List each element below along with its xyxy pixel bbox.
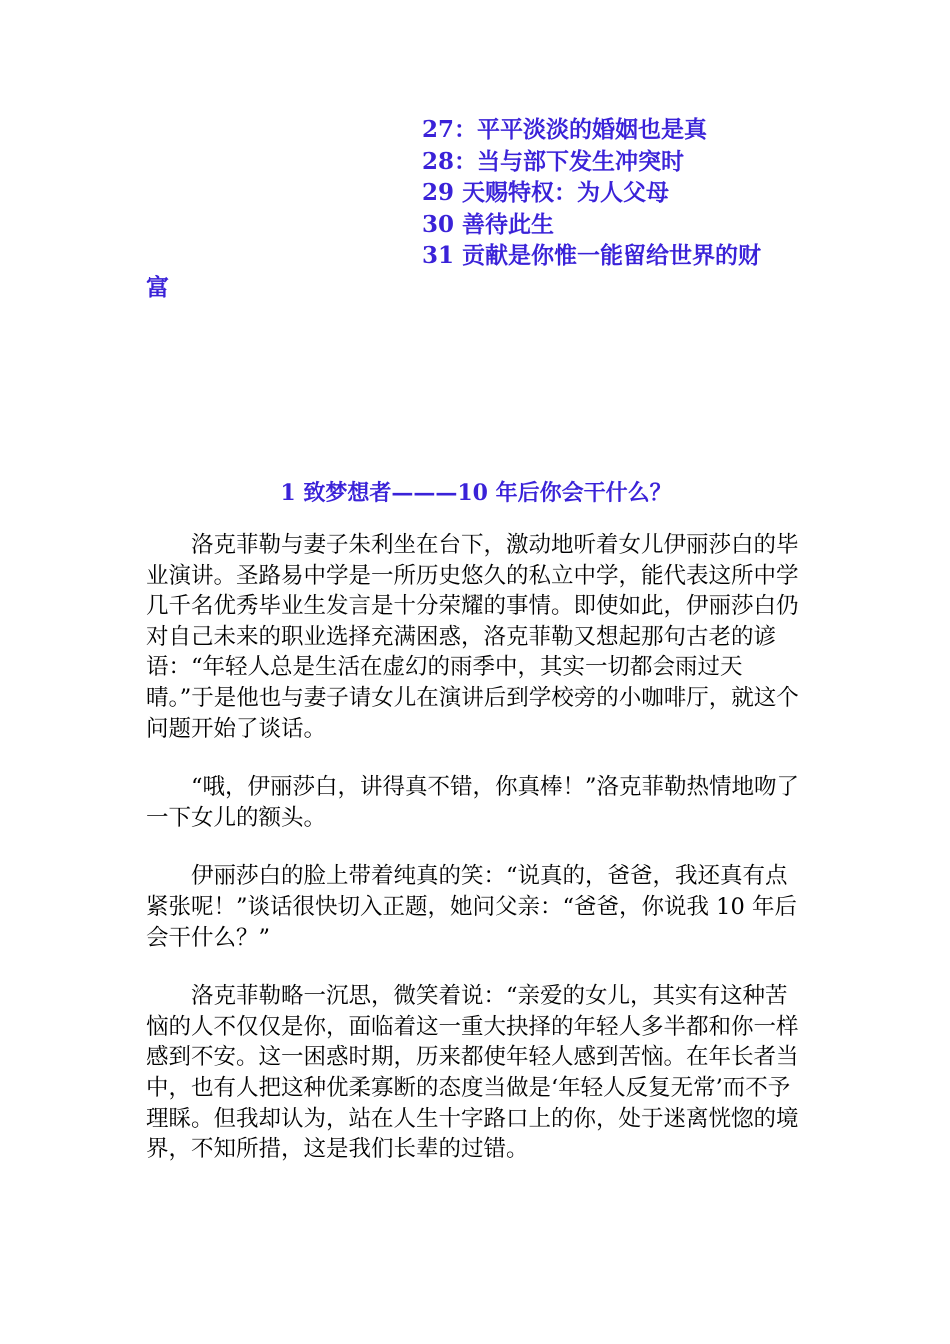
toc-item: 27：平平淡淡的婚姻也是真 — [422, 116, 708, 143]
body-paragraph: “哦，伊丽莎白，讲得真不错，你真棒！”洛克菲勒热情地吻了一下女儿的额头。 — [146, 774, 800, 831]
toc-item: 28：当与部下发生冲突时 — [422, 147, 685, 175]
table-of-contents — [146, 114, 826, 303]
toc-item: 29 天赐特权：为人父母 — [422, 179, 670, 206]
article-heading: 1 致梦想者———10 年后你会干什么？ — [280, 480, 672, 506]
body-paragraph: 洛克菲勒与妻子朱利坐在台下，激动地听着女儿伊丽莎白的毕业演讲。圣路易中学是一所历史悠久的私立中学，能代表这所中学几千名优秀毕业生发言是十分荣耀的事情。即使如此，伊丽莎白仍对自己未来的职业选择充满困惑，洛克菲勒又想起那句古老的谚语：“年轻人总是生活在虚幻的雨季中，其实一切都会雨过天晴。”于是他也与妻子请女儿在演讲后到学校旁的小咖啡厅，就这个问题开始了谈话。 — [146, 532, 799, 742]
body-paragraph: 伊丽莎白的脸上带着纯真的笑：“说真的，爸爸，我还真有点紧张呢！”谈话很快切入正题，她问父亲：“爸爸，你说我 10 年后会干什么？” — [146, 863, 797, 951]
article-body — [146, 530, 806, 1193]
toc-item: 30 善待此生 — [422, 210, 555, 238]
toc-item-continuation: 富 — [146, 273, 169, 301]
body-paragraph: 洛克菲勒略一沉思，微笑着说：“亲爱的女儿，其实有这种苦恼的人不仅仅是你，面临着这一重大抉择的年轻人多半都和你一样感到不安。这一困惑时期，历来都使年轻人感到苦恼。在年长者当中，也有人把这种优柔寡断的态度当做是‘年轻人反复无常’而不予理睬。但我却认为，站在人生十字路口上的你，处于迷离恍惚的境界，不知所措，这是我们长辈的过错。 — [146, 983, 799, 1163]
toc-item: 31 贡献是你惟一能留给世界的财 — [422, 242, 762, 269]
